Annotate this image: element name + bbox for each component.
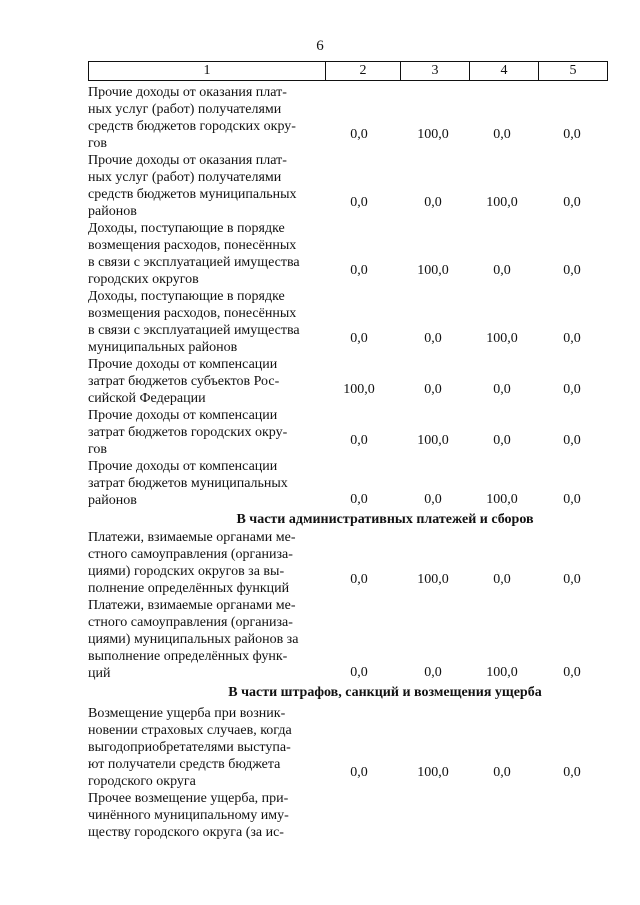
row-description: Доходы, поступающие в порядке возмещения расходов, понесённых в связи с эксплуатацией имущества городских округов <box>88 221 300 287</box>
value-col2: 0,0 <box>350 765 368 780</box>
value-col4: 100,0 <box>486 665 518 680</box>
value-col3: 0,0 <box>424 492 442 507</box>
value-col3: 100,0 <box>417 765 449 780</box>
column-header-3: 3 <box>401 62 470 81</box>
value-col5: 0,0 <box>563 572 581 587</box>
table-row <box>88 288 608 356</box>
value-col5: 0,0 <box>563 433 581 448</box>
table-row <box>88 152 608 220</box>
section-title-admin-payments: В части административных платежей и сборов <box>236 512 534 527</box>
table-row <box>88 407 608 458</box>
value-col4: 0,0 <box>493 765 511 780</box>
value-col2: 0,0 <box>350 492 368 507</box>
column-header-2: 2 <box>326 62 401 81</box>
value-col4: 100,0 <box>486 331 518 346</box>
row-description: Платежи, взимаемые органами ме- стного самоуправления (организа- циями) муниципальных районов за выполнение определённых функ- ций <box>88 598 299 681</box>
table-body <box>88 84 608 841</box>
value-col2: 0,0 <box>350 263 368 278</box>
value-col4: 100,0 <box>486 195 518 210</box>
value-col4: 0,0 <box>493 433 511 448</box>
row-description: Прочие доходы от компенсации затрат бюджетов субъектов Рос- сийской Федерации <box>88 357 280 406</box>
value-col2: 0,0 <box>350 572 368 587</box>
section-title-fines: В части штрафов, санкций и возмещения ущерба <box>228 685 542 700</box>
column-header-4: 4 <box>470 62 539 81</box>
value-col4: 0,0 <box>493 263 511 278</box>
value-col3: 0,0 <box>424 382 442 397</box>
table-row <box>88 356 608 407</box>
row-description: Прочие доходы от компенсации затрат бюджетов муниципальных районов <box>88 459 288 508</box>
row-description: Доходы, поступающие в порядке возмещения расходов, понесённых в связи с эксплуатацией имущества муниципальных районов <box>88 289 300 355</box>
value-col5: 0,0 <box>563 382 581 397</box>
column-header-1: 1 <box>89 62 326 81</box>
value-col3: 100,0 <box>417 572 449 587</box>
row-description: Прочие доходы от оказания плат- ных услуг (работ) получателями средств бюджетов муниципальных районов <box>88 153 297 219</box>
value-col4: 0,0 <box>493 382 511 397</box>
value-col3: 0,0 <box>424 195 442 210</box>
table-row <box>88 705 608 790</box>
value-col3: 100,0 <box>417 127 449 142</box>
value-col4: 0,0 <box>493 127 511 142</box>
table-row <box>88 220 608 288</box>
value-col5: 0,0 <box>563 127 581 142</box>
value-col2: 0,0 <box>350 127 368 142</box>
value-col5: 0,0 <box>563 492 581 507</box>
value-col5: 0,0 <box>563 331 581 346</box>
value-col5: 0,0 <box>563 263 581 278</box>
value-col5: 0,0 <box>563 765 581 780</box>
table-row <box>88 458 608 509</box>
table-row <box>88 597 608 682</box>
value-col2: 0,0 <box>350 195 368 210</box>
table-row <box>88 790 608 841</box>
row-description: Прочие доходы от компенсации затрат бюджетов городских окру- гов <box>88 408 288 457</box>
value-col2: 100,0 <box>343 382 375 397</box>
table-row <box>88 529 608 597</box>
value-col4: 0,0 <box>493 572 511 587</box>
value-col3: 0,0 <box>424 331 442 346</box>
value-col3: 0,0 <box>424 665 442 680</box>
value-col2: 0,0 <box>350 665 368 680</box>
value-col4: 100,0 <box>486 492 518 507</box>
value-col3: 100,0 <box>417 433 449 448</box>
column-header-5: 5 <box>539 62 608 81</box>
page-number: 6 <box>316 38 324 54</box>
value-col3: 100,0 <box>417 263 449 278</box>
row-description: Платежи, взимаемые органами ме- стного самоуправления (организа- циями) городских округов за вы- полнение определённых функций <box>88 530 296 596</box>
table-header <box>88 61 608 81</box>
row-description: Прочее возмещение ущерба, при- чинённого муниципальному иму- ществу городского округа (за ис- <box>88 791 289 840</box>
row-description: Прочие доходы от оказания плат- ных услуг (работ) получателями средств бюджетов городских окру- гов <box>88 85 296 151</box>
value-col5: 0,0 <box>563 195 581 210</box>
value-col2: 0,0 <box>350 331 368 346</box>
value-col2: 0,0 <box>350 433 368 448</box>
row-description: Возмещение ущерба при возник- новении страховых случаев, когда выгодоприобретателями выступа- ют получатели средств бюджета городского округа <box>88 706 292 789</box>
value-col5: 0,0 <box>563 665 581 680</box>
table-row <box>88 84 608 152</box>
